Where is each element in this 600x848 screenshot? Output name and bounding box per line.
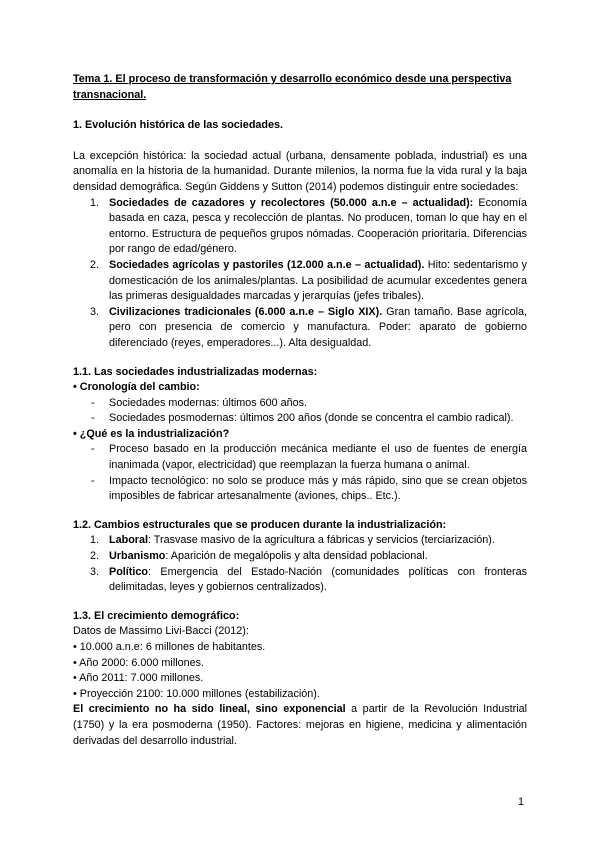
section-1-2-heading: 1.2. Cambios estructurales que se producen durante la industrialización: xyxy=(73,518,447,531)
list-item: - Impacto tecnológico: no solo se produce más y más rápido, sino que se crean objetos imposibles de fabricar artesanalmente (aviones, chips.. Etc.). xyxy=(91,474,527,503)
population-point: • Proyección 2100: 10.000 millones (estabilización). xyxy=(73,687,320,700)
population-point: • 10.000 a.n.e: 6 millones de habitantes. xyxy=(73,641,266,653)
list-item: 2. Sociedades agrícolas y pastoriles (12.000 a.n.e – actualidad). Hito: sedentarismo y domesticación de los animales/plantas. La posibilidad de acumular excedentes genera las primeras desigualdades marcadas y jerarquías (jefes tribales). xyxy=(90,258,527,303)
list-item: - Proceso basado en la producción mecánica mediante el uso de fuentes de energía inanimada (vapor, electricidad) que reemplazan la fuerza humana o animal. xyxy=(91,443,527,472)
section-1-heading: 1. Evolución histórica de las sociedades. xyxy=(73,119,284,132)
document-page xyxy=(73,72,527,749)
society-types-list xyxy=(73,196,527,352)
document-title: Tema 1. El proceso de transformación y desarrollo económico desde una perspectiva transnacional. xyxy=(73,73,512,101)
section-1-1-heading: 1.1. Las sociedades industrializadas modernas: xyxy=(73,365,318,378)
chronology-label: • Cronología del cambio: xyxy=(73,381,200,394)
list-item: 3. Político: Emergencia del Estado-Nación (comunidades políticas con fronteras delimitadas, leyes y gobiernos centralizados). xyxy=(90,565,527,594)
industrialization-label: • ¿Qué es la industrialización? xyxy=(73,427,230,440)
industrialization-list xyxy=(73,442,527,504)
list-item: - Sociedades posmodernas: últimos 200 años (donde se concentra el cambio radical). xyxy=(91,412,514,425)
population-point: • Año 2011: 7.000 millones. xyxy=(73,672,204,685)
population-point: • Año 2000: 6.000 millones. xyxy=(73,656,205,669)
list-item: 1. Sociedades de cazadores y recolectores (50.000 a.n.e – actualidad): Economía basada en caza, pesca y recolección de plantas. No producen, toman lo que hay en el entorno. Estructura de pequeños grupos nómadas. Cooperación prioritaria. Diferencias por rango de edad/género. xyxy=(90,196,527,256)
list-item: 2. Urbanismo: Aparición de megalópolis y alta densidad poblacional. xyxy=(90,550,428,563)
data-source: Datos de Massimo Livi-Bacci (2012): xyxy=(73,625,249,638)
chronology-list xyxy=(73,396,527,427)
section-1-3-heading: 1.3. El crecimiento demográfico: xyxy=(73,609,240,622)
closing-paragraph: El crecimiento no ha sido lineal, sino exponencial a partir de la Revolución Industrial (1750) y la era posmoderna (1950). Factores: mejoras en higiene, medicina y alimentación derivadas del desarrollo industrial. xyxy=(73,703,527,747)
list-item: - Sociedades modernas: últimos 600 años. xyxy=(91,396,308,409)
structural-changes-list xyxy=(73,533,527,595)
page-number: 1 xyxy=(518,796,525,808)
list-item: 1. Laboral: Trasvase masivo de la agricultura a fábricas y servicios (terciarización). xyxy=(90,534,495,547)
list-item: 3. Civilizaciones tradicionales (6.000 a.n.e – Siglo XIX). Gran tamaño. Base agrícola, pero con presencia de comercio y manufactura. Poder: aparato de gobierno diferenciado (reyes, emperadores...). Alta desigualdad. xyxy=(90,305,528,349)
section-1-intro: La excepción histórica: la sociedad actual (urbana, densamente poblada, industrial) es una anomalía en la historia de la humanidad. Durante milenios, la norma fue la vida rural y la baja densidad demográfica. Según Giddens y Sutton (2014) podemos distinguir entre sociedades: xyxy=(73,149,527,193)
